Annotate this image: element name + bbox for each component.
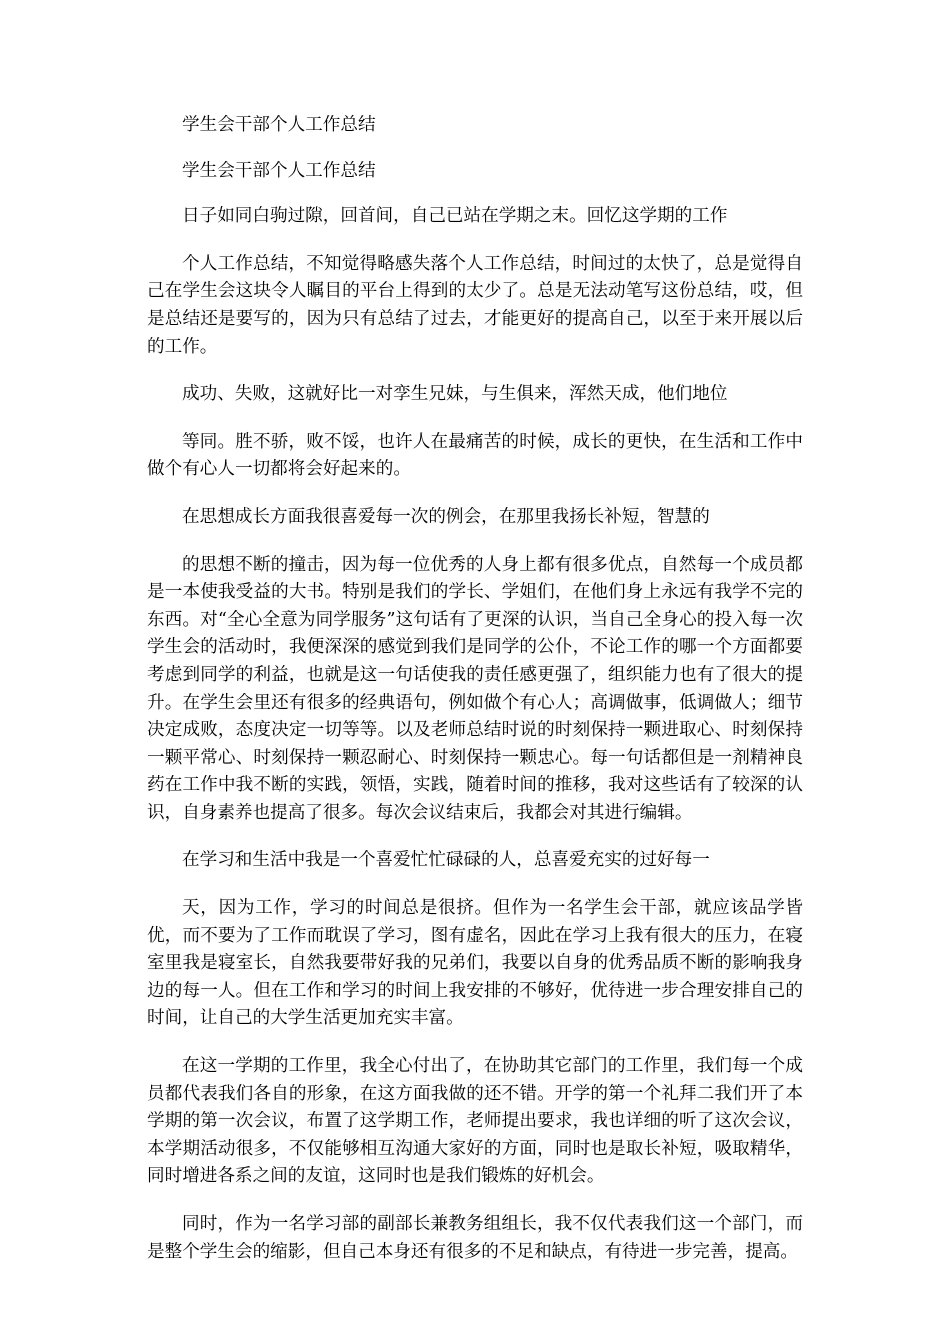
document-subtitle: 学生会干部个人工作总结 [182, 160, 376, 181]
paragraph-5: 在思想成长方面我很喜爱每一次的例会，在那里我扬长补短，智慧的 [182, 506, 710, 527]
paragraph-2: 个人工作总结，不知觉得略感失落个人工作总结，时间过的太快了，总是觉得自己在学生会这块令人瞩目的平台上得到的太少了。总是无法动笔写这份总结，哎，但是总结还是要写的，因为只有总结了过去，才能更好的提高自己，以至于来开展以后的工作。 [147, 253, 803, 357]
paragraph-10: 同时，作为一名学习部的副部长兼教务组组长，我不仅代表我们这一个部门，而是整个学生会的缩影，但自己本身还有很多的不足和缺点，有待进一步完善，提高。 [147, 1214, 803, 1262]
paragraph-3: 成功、失败，这就好比一对孪生兄妹，与生俱来，浑然天成，他们地位 [182, 384, 728, 405]
paragraph-8: 天，因为工作，学习的时间总是很挤。但作为一名学生会干部，就应该品学皆优，而不要为了工作而耽误了学习，图有虚名，因此在学习上我有很大的压力，在寝室里我是寝室长，自然我要带好我的兄弟们，我要以自身的优秀品质不断的影响我身边的每一人。但在工作和学习的时间上我安排的不够好，优待进一步合理安排自己的时间，让自己的大学生活更加充实丰富。 [147, 898, 803, 1029]
document-title: 学生会干部个人工作总结 [182, 115, 376, 135]
paragraph-9: 在这一学期的工作里，我全心付出了，在协助其它部门的工作里，我们每一个成员都代表我们各自的形象，在这方面我做的还不错。开学的第一个礼拜二我们开了本学期的第一次会议，布置了这学期工作，老师提出要求，我也详细的听了这次会议，本学期活动很多，不仅能够相互沟通大家好的方面，同时也是取长补短，吸取精华，同时增进各系之间的友谊，这同时也是我们锻炼的好机会。 [147, 1056, 803, 1187]
document-page [147, 112, 803, 1286]
paragraph-4: 等同。胜不骄，败不馁，也许人在最痛苦的时候，成长的更快，在生活和工作中做个有心人一切都将会好起来的。 [147, 431, 803, 480]
paragraph-1: 日子如同白驹过隙，回首间，自己已站在学期之末。回忆这学期的工作 [182, 206, 728, 227]
paragraph-7: 在学习和生活中我是一个喜爱忙忙碌碌的人，总喜爱充实的过好每一 [182, 850, 710, 871]
paragraph-6: 的思想不断的撞击，因为每一位优秀的人身上都有很多优点，自然每一个成员都是一本使我受益的大书。特别是我们的学长、学姐们，在他们身上永远有我学不完的东西。对“全心全意为同学服务”这句话有了更深的认识，当自己全身心的投入每一次学生会的活动时，我便深深的感觉到我们是同学的公仆，不论工作的哪一个方面都要考虑到同学的利益，也就是这一句话使我的责任感更强了，组织能力也有了很大的提升。在学生会里还有很多的经典语句，例如做个有心人；高调做事，低调做人；细节决定成败，态度决定一切等等。以及老师总结时说的时刻保持一颗进取心、时刻保持一颗平常心、时刻保持一颗忍耐心、时刻保持一颗忠心。每一句话都但是一剂精神良药在工作中我不断的实践，领悟，实践，随着时间的推移，我对这些话有了较深的认识，自身素养也提高了很多。每次会议结束后，我都会对其进行编辑。 [147, 554, 803, 823]
